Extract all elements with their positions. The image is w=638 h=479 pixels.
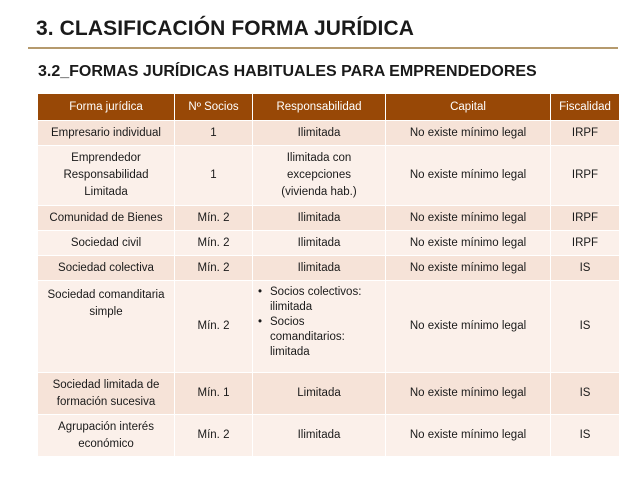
cell-socios: Mín. 2 [175, 231, 253, 256]
list-item: • Socios colectivos: ilimitada [256, 285, 382, 315]
cell-fiscalidad: IS [551, 415, 620, 457]
header-capital: Capital [386, 94, 551, 121]
cell-forma: Comunidad de Bienes [38, 206, 175, 231]
table-row [38, 281, 620, 373]
header-forma-juridica: Forma jurídica [38, 94, 175, 121]
cell-forma: Sociedad civil [38, 231, 175, 256]
cell-responsabilidad: Ilimitada [253, 206, 386, 231]
cell-fiscalidad: IRPF [551, 146, 620, 206]
cell-fiscalidad: IS [551, 373, 620, 415]
cell-socios: Mín. 2 [175, 281, 253, 373]
cell-socios: 1 [175, 146, 253, 206]
title-divider [28, 47, 618, 49]
cell-forma: Agrupación interés económico [38, 415, 175, 457]
table-row [38, 206, 620, 231]
cell-fiscalidad: IS [551, 256, 620, 281]
cell-forma: Sociedad colectiva [38, 256, 175, 281]
cell-socios: Mín. 2 [175, 206, 253, 231]
responsabilidad-list [256, 285, 382, 360]
cell-forma: Emprendedor Responsabilidad Limitada [38, 146, 175, 206]
table-row [38, 231, 620, 256]
cell-capital: No existe mínimo legal [386, 415, 551, 457]
cell-socios: 1 [175, 121, 253, 146]
cell-capital: No existe mínimo legal [386, 231, 551, 256]
list-item: • Socios comanditarios: limitada [256, 315, 382, 360]
cell-capital: No existe mínimo legal [386, 146, 551, 206]
cell-responsabilidad: Ilimitada [253, 121, 386, 146]
slide-title: 3. CLASIFICACIÓN FORMA JURÍDICA [36, 17, 414, 40]
cell-socios: Mín. 1 [175, 373, 253, 415]
header-fiscalidad: Fiscalidad [551, 94, 620, 121]
cell-capital: No existe mínimo legal [386, 121, 551, 146]
cell-capital: No existe mínimo legal [386, 256, 551, 281]
cell-responsabilidad: Limitada [253, 373, 386, 415]
header-num-socios: Nº Socios [175, 94, 253, 121]
cell-fiscalidad: IS [551, 281, 620, 373]
table-row [38, 121, 620, 146]
cell-responsabilidad: Ilimitada [253, 256, 386, 281]
cell-fiscalidad: IRPF [551, 231, 620, 256]
cell-fiscalidad: IRPF [551, 206, 620, 231]
cell-forma: Sociedad limitada de formación sucesiva [38, 373, 175, 415]
legal-forms-table [37, 93, 620, 457]
table-row [38, 256, 620, 281]
cell-fiscalidad: IRPF [551, 121, 620, 146]
cell-responsabilidad: Ilimitada con excepciones (vivienda hab.) [253, 146, 386, 206]
slide-subtitle: 3.2_FORMAS JURÍDICAS HABITUALES PARA EMPRENDEDORES [38, 63, 537, 80]
cell-capital: No existe mínimo legal [386, 206, 551, 231]
cell-responsabilidad: Ilimitada [253, 415, 386, 457]
table-row [38, 146, 620, 206]
cell-capital: No existe mínimo legal [386, 281, 551, 373]
cell-socios: Mín. 2 [175, 415, 253, 457]
cell-capital: No existe mínimo legal [386, 373, 551, 415]
cell-socios: Mín. 2 [175, 256, 253, 281]
cell-forma: Empresario individual [38, 121, 175, 146]
header-responsabilidad: Responsabilidad [253, 94, 386, 121]
cell-responsabilidad [253, 281, 386, 373]
cell-forma: Sociedad comanditaria simple [38, 281, 175, 373]
table-row [38, 415, 620, 457]
table-header-row [38, 94, 620, 121]
cell-responsabilidad: Ilimitada [253, 231, 386, 256]
table-row [38, 373, 620, 415]
